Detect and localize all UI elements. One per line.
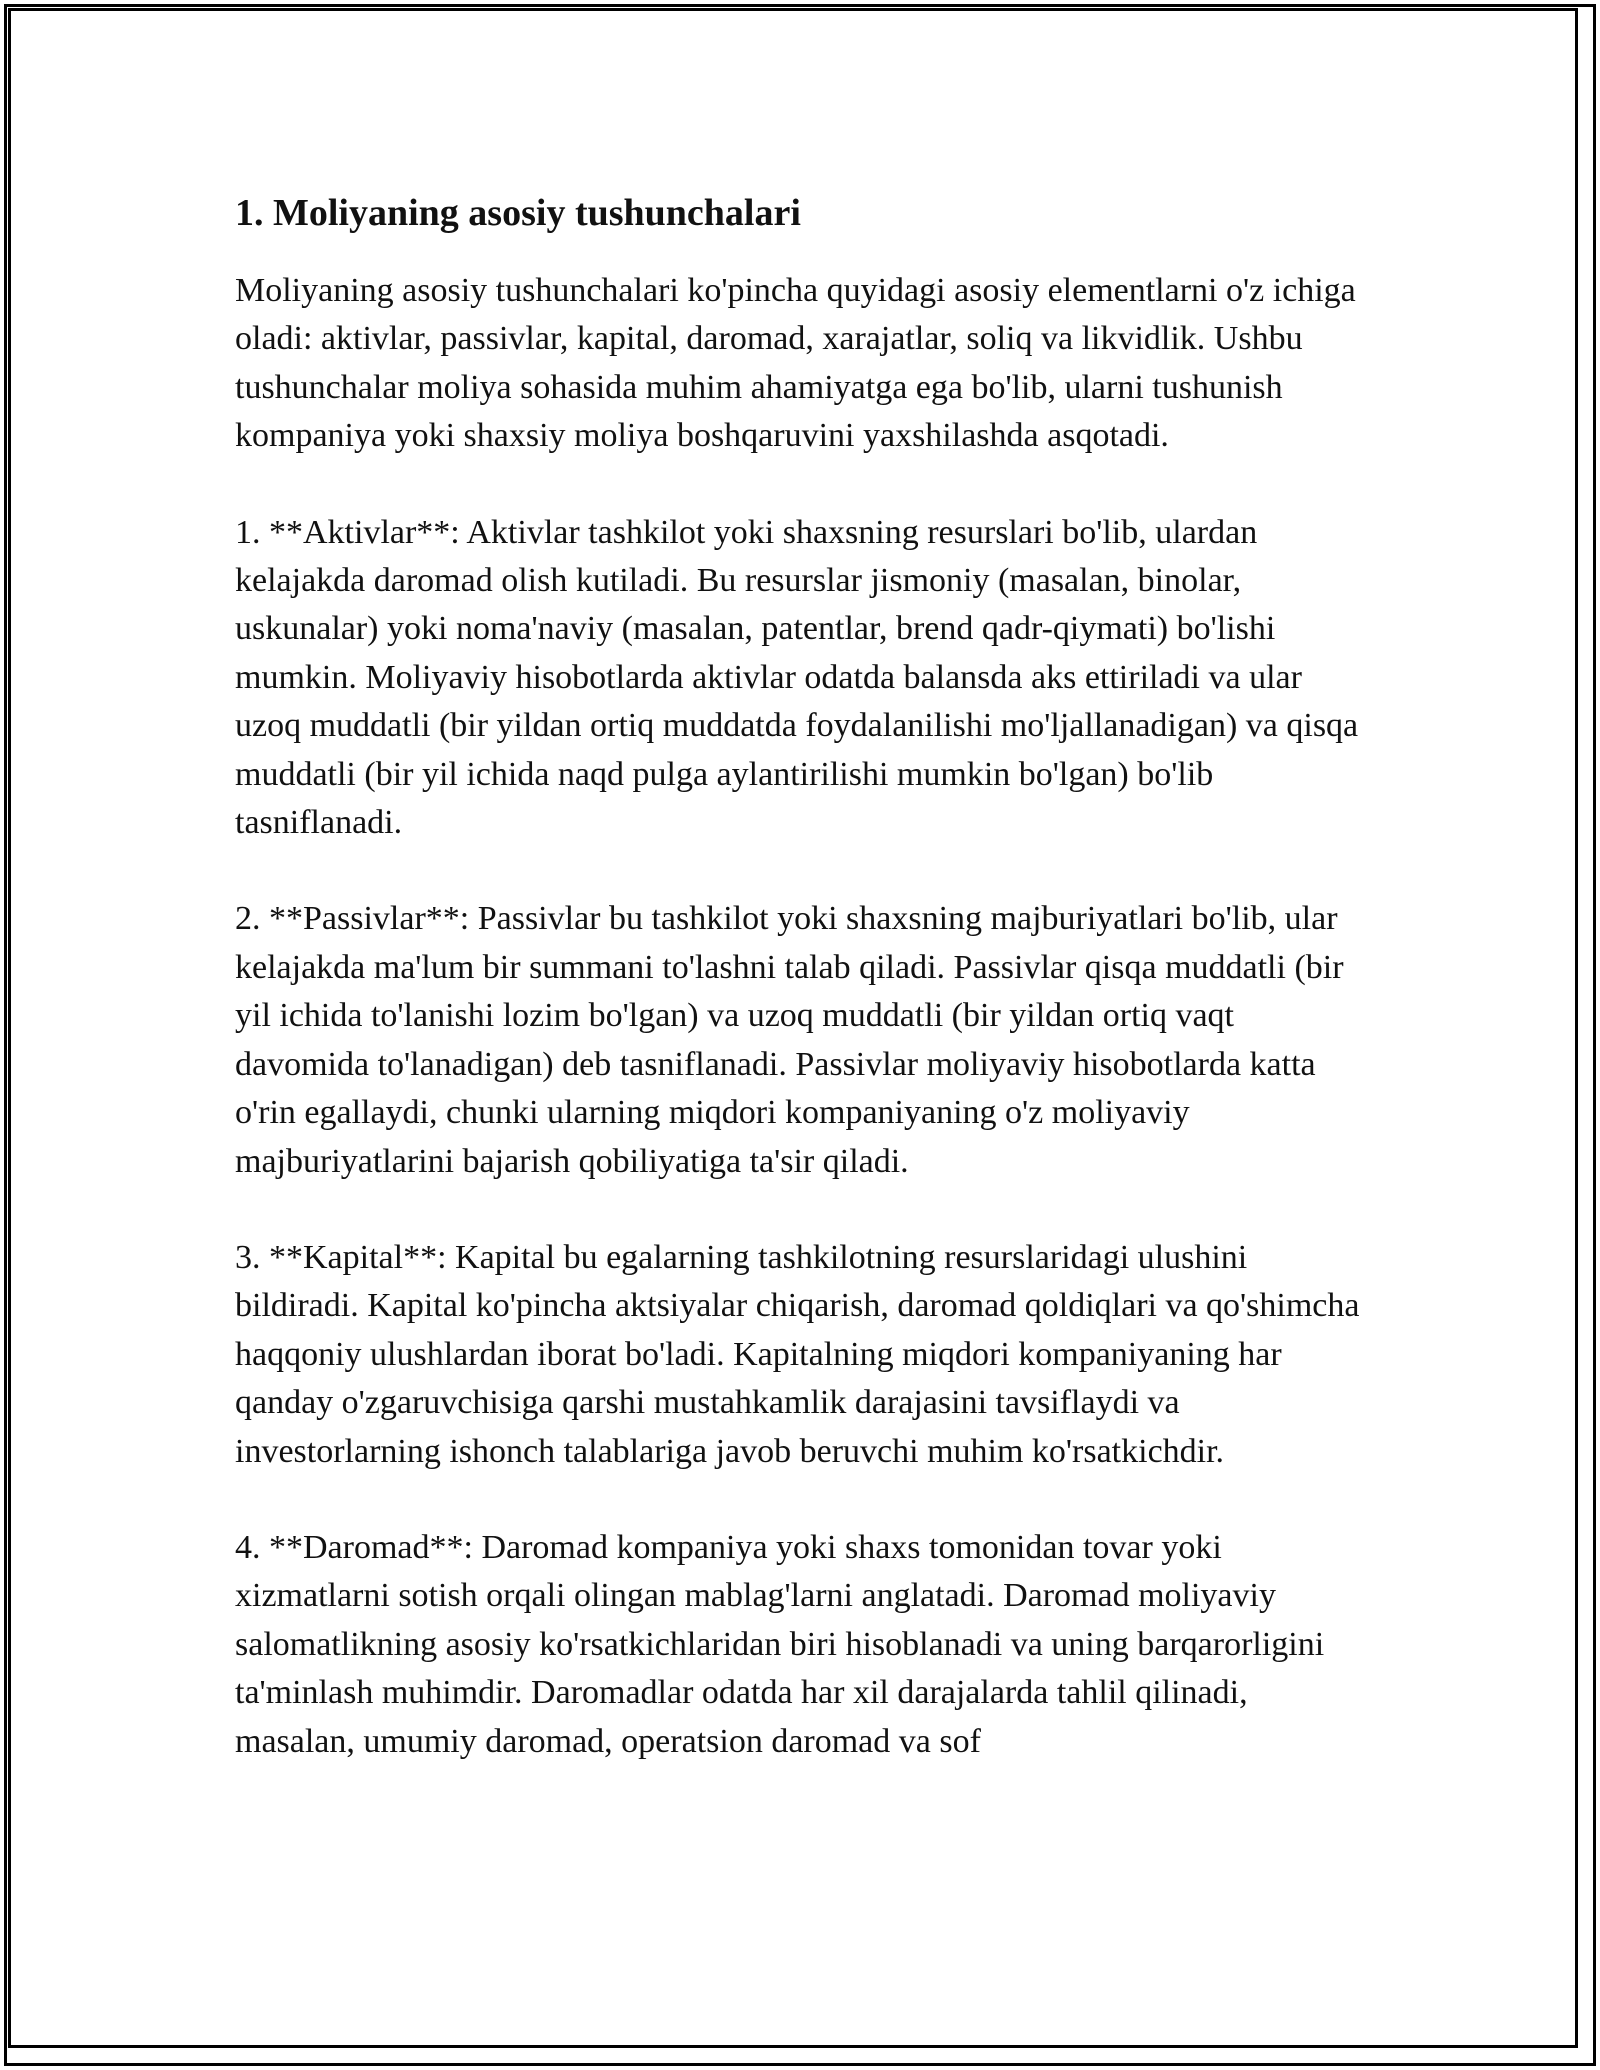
document-body	[235, 185, 1370, 1814]
paragraph-aktivlar: 1. **Aktivlar**: Aktivlar tashkilot yoki shaxsning resurslari bo'lib, ulardan kelajakda daromad olish kutiladi. Bu resurslar jismoniy (masalan, binolar, uskunalar) yoki noma'naviy (masalan, patentlar, brend qadr-qiymati) bo'lishi mumkin. Moliyaviy hisobotlarda aktivlar odatda balansda aks ettiriladi va ular uzoq muddatli (bir yildan ortiq muddatda foydalanilishi mo'ljallanadigan) va qisqa muddatli (bir yil ichida naqd pulga aylantirilishi mumkin bo'lgan) bo'lib tasniflanadi.	[235, 513, 1359, 842]
paragraph-kapital: 3. **Kapital**: Kapital bu egalarning tashkilotning resurslaridagi ulushini bildiradi. Kapital ko'pincha aktsiyalar chiqarish, daromad qoldiqlari va qo'shimcha haqqoniy ulushlardan iborat bo'ladi. Kapitalning miqdori kompaniyaning har qanday o'zgaruvchisiga qarshi mustahkamlik darajasini tavsiflaydi va investorlarning ishonch talablariga javob beruvchi muhim ko'rsatkichdir.	[235, 1238, 1360, 1470]
section-heading: 1. Moliyaning asosiy tushunchalari	[235, 192, 801, 234]
paragraph-passivlar: 2. **Passivlar**: Passivlar bu tashkilot yoki shaxsning majburiyatlari bo'lib, ular kelajakda ma'lum bir summani to'lashni talab qiladi. Passivlar qisqa muddatli (bir yil ichida to'lanishi lozim bo'lgan) va uzoq muddatli (bir yildan ortiq vaqt davomida to'lanadigan) deb tasniflanadi. Passivlar moliyaviy hisobotlarda katta o'rin egallaydi, chunki ularning miqdori kompaniyaning o'z moliyaviy majburiyatlarini bajarish qobiliyatiga ta'sir qiladi.	[235, 900, 1344, 1180]
intro-paragraph: Moliyaning asosiy tushunchalari ko'pincha quyidagi asosiy elementlarni o'z ichiga oladi: aktivlar, passivlar, kapital, daromad, xarajatlar, soliq va likvidlik. Ushbu tushunchalar moliya sohasida muhim ahamiyatga ega bo'lib, ularni tushunish kompaniya yoki shaxsiy moliya boshqaruvini yaxshilashda asqotadi.	[235, 272, 1356, 455]
paragraph-daromad: 4. **Daromad**: Daromad kompaniya yoki shaxs tomonidan tovar yoki xizmatlarni sotish orqali olingan mablag'larni anglatadi. Daromad moliyaviy salomatlikning asosiy ko'rsatkichlaridan biri hisoblanadi va uning barqarorligini ta'minlash muhimdir. Daromadlar odatda har xil darajalarda tahlil qilinadi, masalan, umumiy daromad, operatsion daromad va sof	[235, 1528, 1325, 1760]
